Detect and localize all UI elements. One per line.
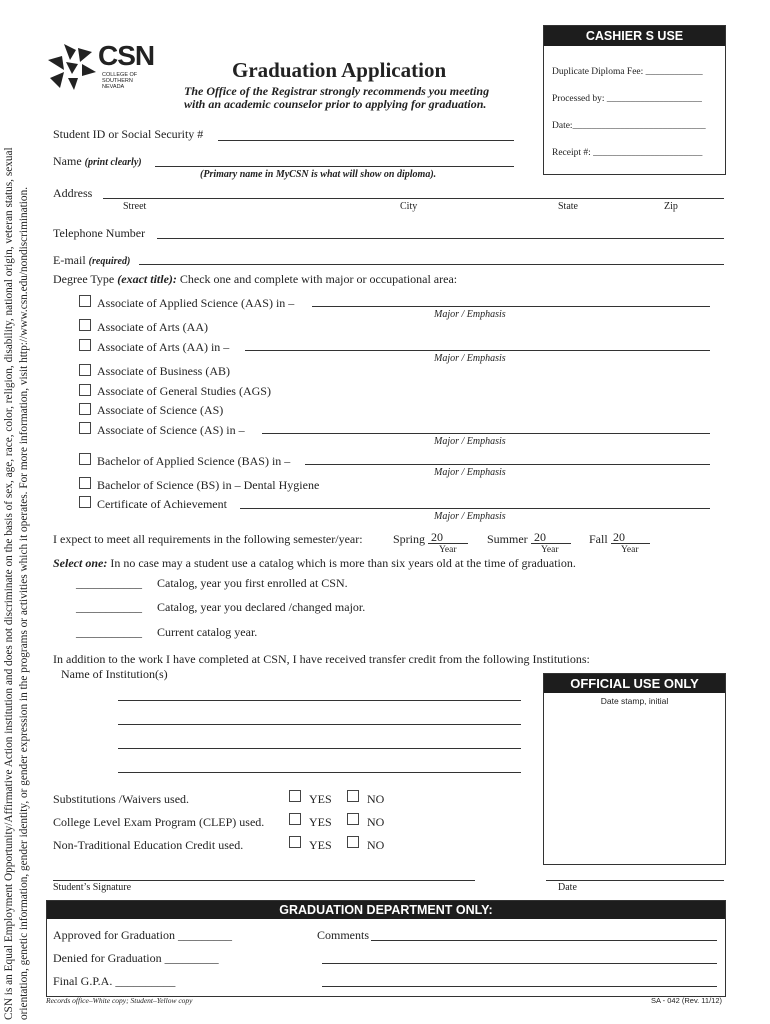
comments-field-2[interactable] [322,963,717,964]
logo-sub-1: COLLEGE OF [102,72,138,78]
cashier-header: CASHIER S USE [544,26,725,46]
telephone-label: Telephone Number [53,226,146,240]
substitutions-no-label: NO [367,792,385,806]
catalog-declared-label: Catalog, year you declared /changed major. [157,600,366,614]
major-emphasis-label: Major / Emphasis [434,353,506,364]
name-label-text: Name [53,154,82,168]
degree-intro-c: Check one and complete with major or occupational area: [179,272,458,286]
address-zip-label: Zip [664,201,678,212]
fall-year-label: Year [621,545,639,555]
address-street-label: Street [123,201,147,212]
subtitle-line-1: The Office of the Registrar strongly recommends you meeting [184,84,490,98]
student-signature-field[interactable] [53,880,475,881]
question-clep: College Level Exam Program (CLEP) used. [53,815,265,829]
institution-field-2[interactable] [118,724,521,725]
institution-field-3[interactable] [118,748,521,749]
page-title: Graduation Application [232,58,447,82]
institution-field-4[interactable] [118,772,521,773]
email-label [53,253,130,268]
comments-field-1[interactable] [371,940,717,941]
substitutions-yes-checkbox[interactable] [289,790,301,802]
email-label-text: E-mail [53,253,86,267]
comments-field-3[interactable] [322,986,717,987]
cashier-receipt[interactable]: Receipt #: _______________________ [552,148,703,158]
logo-name: CSN [98,40,155,71]
degree-option-aa-in: Associate of Arts (AA) in – [97,340,230,354]
major-emphasis-label: Major / Emphasis [434,511,506,522]
nontrad-no-checkbox[interactable] [347,836,359,848]
notice-line-1: CSN is an Equal Employment Opportunity/Affirmative Action institution and does not discriminate on the basis of sex, age, race, color, religion, disability, national origin, veteran status, sexual [3,147,15,1020]
institution-label: Name of Institution(s) [61,667,168,681]
semester-fall-label: Fall [589,532,608,546]
form-id: SA - 042 (Rev. 11/12) [651,996,723,1005]
catalog-current-label: Current catalog year. [157,625,258,639]
degree-checkbox-bs[interactable] [79,477,91,489]
degree-as-major-field[interactable] [262,433,710,434]
degree-bas-major-field[interactable] [305,464,710,465]
fall-year-prefix: 20 [613,530,625,544]
catalog-select-instruction [53,556,576,571]
degree-checkbox-ab[interactable] [79,364,91,376]
degree-intro [53,272,457,287]
degree-option-aa: Associate of Arts (AA) [97,320,208,334]
cashier-processed[interactable]: Processed by: ____________________ [552,94,702,104]
address-state-label: State [558,201,578,212]
summer-year-prefix: 20 [534,530,546,544]
degree-option-bas: Bachelor of Applied Science (BAS) in – [97,454,291,468]
degree-option-as: Associate of Science (AS) [97,403,224,417]
question-substitutions: Substitutions /Waivers used. [53,792,190,806]
degree-aas-major-field[interactable] [312,306,710,307]
notice-line-2: orientation, genetic information, gender identity, or gender expression in the programs or activities which it operates. For more information, visit http://www.csn.edu/nondiscrimination. [18,186,30,1020]
substitutions-no-checkbox[interactable] [347,790,359,802]
cashier-date[interactable]: Date:____________________________ [552,121,706,131]
summer-year-field[interactable] [531,543,571,544]
clep-yes-label: YES [309,815,332,829]
degree-checkbox-aa[interactable] [79,319,91,331]
degree-checkbox-as-in[interactable] [79,422,91,434]
degree-aa-major-field[interactable] [245,350,710,351]
degree-intro-b: (exact title): [117,272,177,286]
nondiscrimination-notice [2,2,32,1020]
official-use-header: OFFICIAL USE ONLY [544,674,725,693]
degree-intro-a: Degree Type [53,272,115,286]
name-hint: (print clearly) [84,157,142,168]
degree-option-ab: Associate of Business (AB) [97,364,230,378]
select-one-text: In no case may a student use a catalog which is more than six years old at the time of graduation. [110,556,576,570]
denied-for-graduation[interactable]: Denied for Graduation _________ [53,951,219,965]
cashier-box [543,25,726,175]
degree-checkbox-bas[interactable] [79,453,91,465]
semester-spring-label: Spring [393,532,426,546]
summer-year-label: Year [541,545,559,555]
nontrad-yes-checkbox[interactable] [289,836,301,848]
final-gpa[interactable]: Final G.P.A. __________ [53,974,176,988]
degree-certificate-major-field[interactable] [240,508,710,509]
clep-no-label: NO [367,815,385,829]
semester-summer-label: Summer [487,532,528,546]
spring-year-label: Year [439,545,457,555]
degree-option-aas: Associate of Applied Science (AAS) in – [97,296,295,310]
csn-logo [46,42,156,92]
nontrad-yes-label: YES [309,838,332,852]
catalog-first-label: Catalog, year you first enrolled at CSN. [157,576,348,590]
date-stamp-label: Date stamp, initial [600,696,669,706]
degree-option-certificate: Certificate of Achievement [97,497,227,511]
degree-option-as-in: Associate of Science (AS) in – [97,423,245,437]
telephone-field[interactable] [157,238,724,239]
logo-subtitle [102,72,156,90]
nontrad-no-label: NO [367,838,385,852]
fall-year-field[interactable] [611,543,650,544]
clep-no-checkbox[interactable] [347,813,359,825]
name-note: (Primary name in MyCSN is what will show on diploma). [200,169,437,180]
question-non-traditional: Non-Traditional Education Credit used. [53,838,244,852]
cashier-fee[interactable]: Duplicate Diploma Fee: ____________ [552,67,703,77]
degree-checkbox-as[interactable] [79,403,91,415]
email-hint: (required) [88,256,131,267]
approved-for-graduation[interactable]: Approved for Graduation _________ [53,928,232,942]
address-field[interactable] [103,198,724,199]
student-id-label: Student ID or Social Security # [53,127,204,141]
email-field[interactable] [139,264,724,265]
spring-year-prefix: 20 [431,530,443,544]
semester-text: I expect to meet all requirements in the following semester/year: [53,532,363,546]
degree-checkbox-ags[interactable] [79,384,91,396]
transfer-text: In addition to the work I have completed at CSN, I have received transfer credit from the following Institutions: [53,652,590,666]
official-use-box [543,673,726,865]
spring-year-field[interactable] [428,543,468,544]
catalog-current-field[interactable]: ___________ [76,625,142,639]
comments-label: Comments [317,928,370,942]
student-id-field[interactable] [218,140,514,141]
subtitle-line-2: with an academic counselor prior to applying for graduation. [184,97,487,111]
degree-option-ags: Associate of General Studies (AGS) [97,384,271,398]
clep-yes-checkbox[interactable] [289,813,301,825]
logo-sub-2: SOUTHERN NEVADA [102,78,133,90]
address-label: Address [53,186,93,200]
major-emphasis-label: Major / Emphasis [434,467,506,478]
signature-date-field[interactable] [546,880,724,881]
degree-checkbox-aas[interactable] [79,295,91,307]
graduation-department-box [46,900,726,997]
major-emphasis-label: Major / Emphasis [434,309,506,320]
degree-checkbox-certificate[interactable] [79,496,91,508]
csn-star-icon [46,42,98,92]
name-field[interactable] [155,166,514,167]
substitutions-yes-label: YES [309,792,332,806]
major-emphasis-label: Major / Emphasis [434,436,506,447]
name-label [53,154,142,169]
degree-option-bs: Bachelor of Science (BS) in – Dental Hygiene [97,478,320,492]
student-signature-label: Student’s Signature [53,882,132,893]
footer-copies: Records office–White copy; Student–Yellow copy [46,996,193,1005]
institution-field-1[interactable] [118,700,521,701]
signature-date-label: Date [558,882,577,893]
graduation-department-header: GRADUATION DEPARTMENT ONLY: [47,901,725,919]
address-city-label: City [400,201,418,212]
select-one-label: Select one: [53,556,108,570]
catalog-first-field[interactable]: ___________ [76,576,142,590]
catalog-declared-field[interactable]: ___________ [76,600,142,614]
degree-checkbox-aa-in[interactable] [79,339,91,351]
